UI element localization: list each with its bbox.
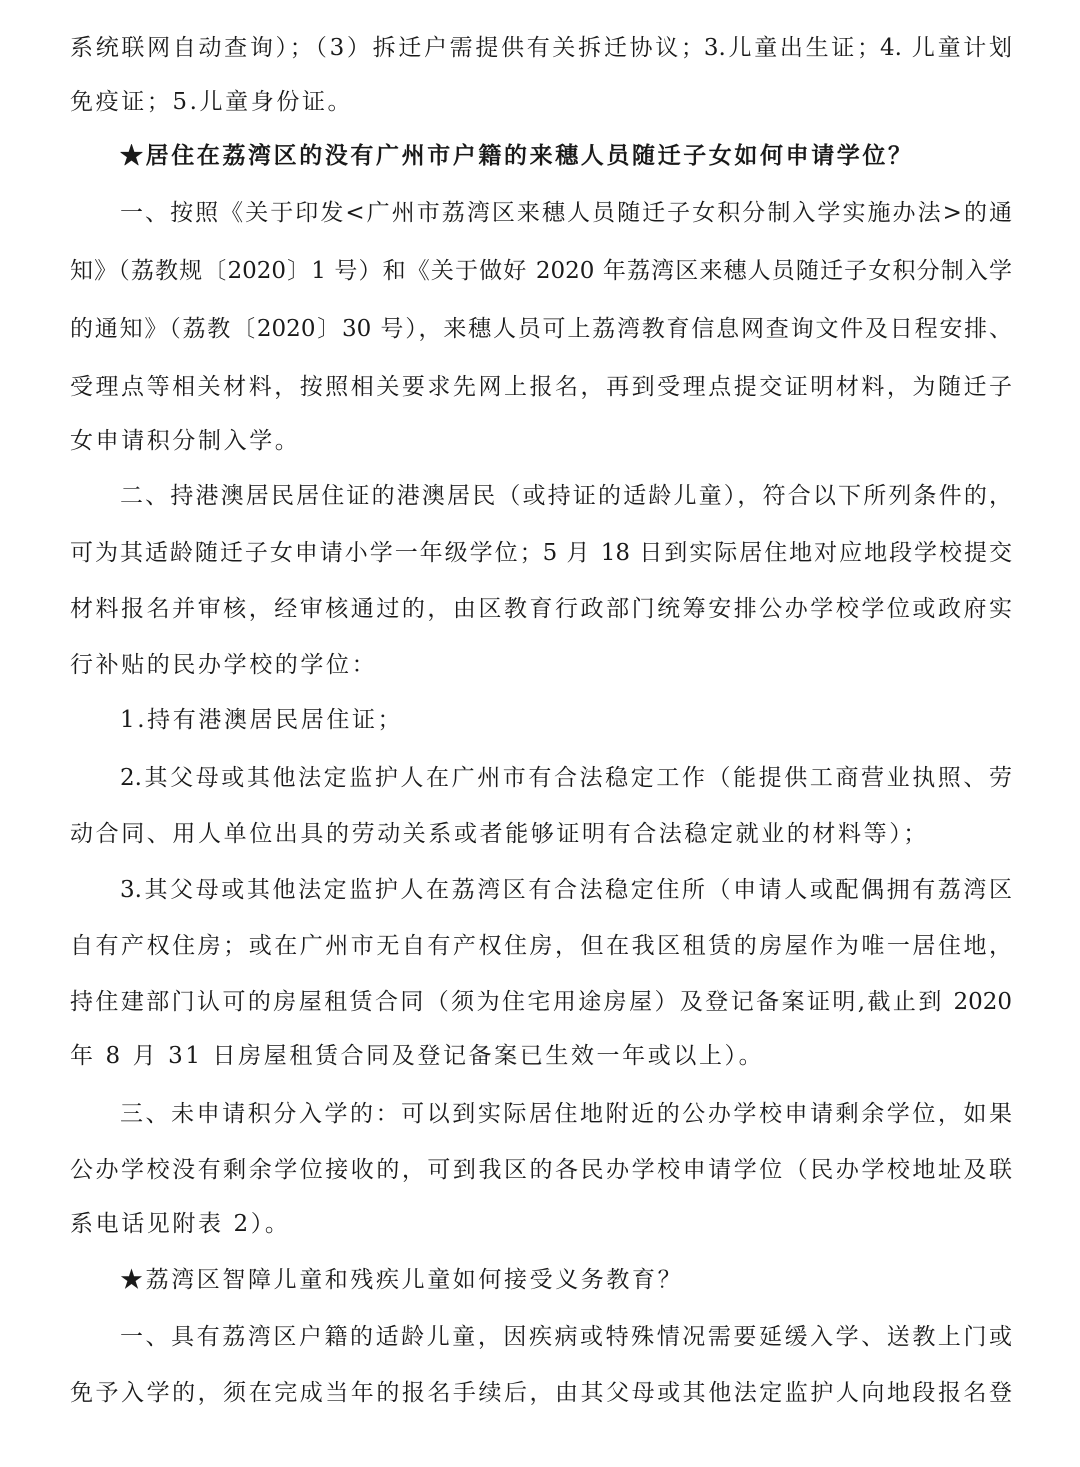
text-line: 公办学校没有剩余学位接收的，可到我区的各民办学校申请学位（民办学校地址及联 [70, 1157, 1012, 1183]
text-line: 一、具有荔湾区户籍的适龄儿童，因疾病或特殊情况需要延缓入学、送教上门或 [120, 1324, 1012, 1350]
text-line: 女申请积分制入学。 [70, 428, 301, 454]
list-item: 3.其父母或其他法定监护人在荔湾区有合法稳定住所（申请人或配偶拥有荔湾区 [120, 877, 1012, 903]
text-line: 的通知》（荔教〔2020〕30 号），来穗人员可上荔湾教育信息网查询文件及日程安排、 [70, 316, 1012, 342]
section-heading: ★荔湾区智障儿童和残疾儿童如何接受义务教育？ [120, 1267, 684, 1293]
text-line: 知》（荔教规〔2020〕1 号）和《关于做好 2020 年荔湾区来穗人员随迁子女积分制入学 [70, 258, 1012, 284]
text-line: 三、未申请积分入学的：可以到实际居住地附近的公办学校申请剩余学位，如果 [120, 1101, 1012, 1127]
text-line: 一、按照《关于印发<广州市荔湾区来穗人员随迁子女积分制入学实施办法>的通 [120, 200, 1012, 226]
text-line: 可为其适龄随迁子女申请小学一年级学位；5 月 18 日到实际居住地对应地段学校提交 [70, 540, 1012, 566]
list-item: 2.其父母或其他法定监护人在广州市有合法稳定工作（能提供工商营业执照、劳 [120, 765, 1012, 791]
text-line: 自有产权住房；或在广州市无自有产权住房，但在我区租赁的房屋作为唯一居住地， [70, 933, 1012, 959]
section-heading: ★居住在荔湾区的没有广州市户籍的来穗人员随迁子女如何申请学位？ [120, 142, 914, 169]
text-line: 免疫证；5.儿童身份证。 [70, 89, 354, 115]
text-line: 系统联网自动查询）；（3）拆迁户需提供有关拆迁协议；3.儿童出生证；4. 儿童计划 [70, 35, 1012, 61]
text-line: 年 8 月 31 日房屋租赁合同及登记备案已生效一年或以上）。 [70, 1043, 765, 1069]
text-line: 行补贴的民办学校的学位： [70, 652, 378, 678]
text-line: 二、持港澳居民居住证的港澳居民（或持证的适龄儿童），符合以下所列条件的， [120, 483, 1012, 509]
text-line: 系电话见附表 2）。 [70, 1211, 291, 1237]
text-line: 持住建部门认可的房屋租赁合同（须为住宅用途房屋）及登记备案证明,截止到 2020 [70, 989, 1012, 1015]
list-item: 1.持有港澳居民居住证； [120, 707, 404, 733]
text-line: 受理点等相关材料，按照相关要求先网上报名，再到受理点提交证明材料，为随迁子 [70, 374, 1012, 400]
text-line: 免予入学的，须在完成当年的报名手续后，由其父母或其他法定监护人向地段报名登 [70, 1380, 1012, 1406]
text-line: 动合同、用人单位出具的劳动关系或者能够证明有合法稳定就业的材料等）； [70, 821, 929, 847]
text-line: 材料报名并审核，经审核通过的，由区教育行政部门统筹安排公办学校学位或政府实 [70, 596, 1012, 622]
